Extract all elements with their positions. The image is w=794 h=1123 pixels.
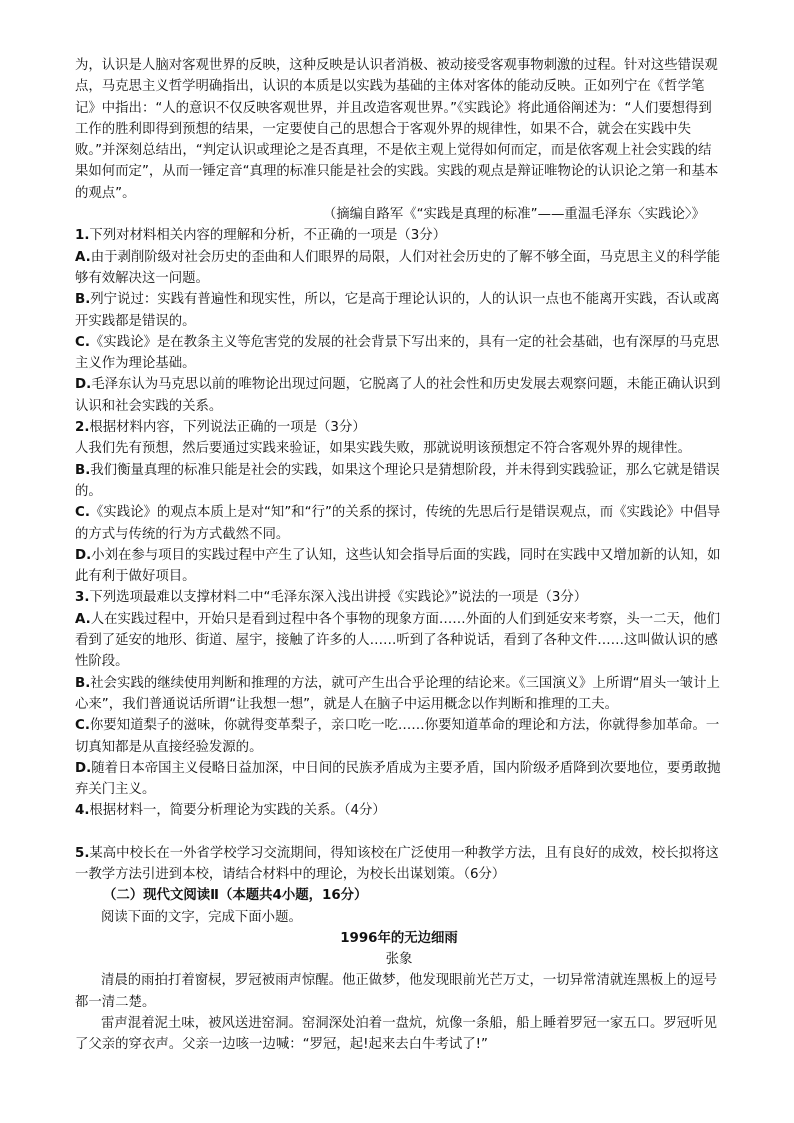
option-c	[75, 332, 723, 375]
option-d	[75, 758, 723, 801]
option-text: 你要知道梨子的滋味，你就得变革梨子，亲口吃一吃……你要知道革命的理论和方法，你就得参加革命。一切真知都是从直接经验发源的。	[75, 718, 720, 755]
option-a	[75, 609, 723, 673]
question-text: 下列对材料相关内容的理解和分析，不正确的一项是（3分）	[89, 228, 447, 244]
story-paragraph: 清晨的雨拍打着窗棂，罗冠被雨声惊醒。他正做梦，他发现眼前光芒万丈，一切异常清就连黑板上的逗号都一清二楚。	[75, 973, 717, 1010]
option-label: A.	[75, 611, 91, 627]
option-label: C.	[75, 718, 90, 734]
question-1	[75, 225, 723, 417]
question-3	[75, 587, 723, 800]
section-instruction: 阅读下面的文字，完成下面小题。	[101, 909, 302, 925]
option-text: 人在实践过程中，开始只是看到过程中各个事物的现象方面……外面的人们到延安来考察，头一二天，他们看到了延安的地形、街道、屋宇，接触了许多的人……听到了各种说话，看到了各种文件……这叫做认识的感性阶段。	[75, 611, 721, 670]
option-text: 社会实践的继续使用判断和推理的方法，就可产生出合乎论理的结论来。《三国演义》上所谓“眉头一皱计上心来”，我们普通说话所谓“让我想一想”，就是人在脑子中运用概念以作判断和推理的工夫。	[75, 675, 720, 712]
material-source: （摘编自路军《“实践是真理的标准”——重温毛泽东〈实践论〉》	[322, 207, 705, 223]
option-c	[75, 715, 723, 758]
option-d	[75, 545, 723, 588]
question-stem	[75, 225, 723, 246]
option-b	[75, 460, 723, 503]
option-label: B.	[75, 292, 91, 308]
exam-page	[75, 55, 723, 1056]
question-text: 某高中校长在一外省学校学习交流期间，得知该校在广泛使用一种教学方法，且有良好的成效，校长拟将这一教学方法引进到本校，请结合材料中的理论，为校长出谋划策。（6分）	[75, 845, 719, 882]
question-text: 下列选项最难以支撑材料二中“毛泽东深入浅出讲授《实践论》”说法的一项是（3分）	[89, 590, 588, 606]
option-text: 随着日本帝国主义侵略日益加深，中日间的民族矛盾成为主要矛盾，国内阶级矛盾降到次要地位，要勇敢抛弃关门主义。	[75, 760, 721, 798]
option-text: 《实践论》是在教条主义等危害党的发展的社会背景下写出来的，具有一定的社会基础，也有深厚的马克思主义作为理论基础。	[75, 334, 720, 372]
option-text: 我们衡量真理的标准只能是社会的实践，如果这个理论只是猜想阶段，并未得到实践验证，那么它就是错误的。	[75, 462, 720, 499]
question-2	[75, 417, 723, 587]
question-number: 1.	[75, 228, 90, 244]
option-a	[75, 247, 723, 290]
question-stem	[75, 587, 723, 608]
option-a	[75, 438, 723, 459]
section-heading: （二）现代文阅读Ⅱ（本题共4小题，16分）	[103, 888, 368, 904]
story-title: 1996年的无边细雨	[340, 930, 458, 946]
option-text: 小刘在参与项目的实践过程中产生了认知，这些认知会指导后面的实践，同时在实践中又增加新的认知，如此有利于做好项目。	[75, 547, 721, 585]
option-b	[75, 673, 723, 716]
question-stem	[75, 417, 723, 438]
option-c	[75, 502, 723, 545]
option-d	[75, 374, 723, 417]
option-label: B.	[75, 675, 91, 691]
question-number: 4.	[75, 803, 90, 819]
option-text: 人我们先有预想，然后要通过实践来验证，如果实践失败，那就说明该预想定不符合客观外界的规律性。	[75, 441, 691, 457]
option-label: C.	[75, 505, 90, 521]
option-text: 毛泽东认为马克思以前的唯物论出现过问题，它脱离了人的社会性和历史发展去观察问题，未能正确认识到认识和社会实践的关系。	[75, 377, 721, 414]
option-label: B.	[75, 462, 91, 478]
option-text: 列宁说过：实践有普遍性和现实性，所以，它是高于理论认识的，人的认识一点也不能离开实践，否认或离开实践都是错误的。	[75, 292, 720, 329]
option-text: 由于剥削阶级对社会历史的歪曲和人们眼界的局限，人们对社会历史的了解不够全面，马克思主义的科学能够有效解决这一问题。	[75, 249, 721, 286]
story-author: 张象	[385, 952, 413, 968]
material-passage-tail: 为，认识是人脑对客观世界的反映，这种反映是认识者消极、被动接受客观事物刺激的过程。针对这些错误观点，马克思主义哲学明确指出，认识的本质是以实践为基础的主体对客体的能动反映。正如列宁在《哲学笔记》中指出：“人的意识不仅反映客观世界，并且改造客观世界。”《实践论》将此通俗阐述为：“人们要想得到工作的胜利即得到预想的结果，一定要使自己的思想合于客观外界的规律性，如果不合，就会在实践中失败。”并深刻总结出，“判定认识或理论之是否真理，不是依主观上觉得如何而定，而是依客观上社会实践的结果如何而定”，从而一锤定音“真理的标准只能是社会的实践。实践的观点是辩证唯物论的认识论之第一和基本的观点”。	[75, 58, 719, 201]
question-number: 2.	[75, 420, 90, 436]
option-label: D.	[75, 377, 92, 393]
question-5	[75, 843, 723, 886]
option-label: A.	[75, 249, 91, 265]
option-label: C.	[75, 334, 90, 350]
question-number: 3.	[75, 590, 90, 606]
question-text: 根据材料内容，下列说法正确的一项是（3分）	[89, 420, 366, 436]
question-4	[75, 800, 723, 821]
story-paragraph: 雷声混着泥土味，被风送进窑洞。窑洞深处泊着一盘炕，炕像一条船，船上睡着罗冠一家五口。罗冠听见了父亲的穿衣声。父亲一边咳一边喊：“罗冠，起!起来去白牛考试了!”	[75, 1016, 717, 1053]
answer-space	[75, 822, 723, 843]
option-b	[75, 289, 723, 332]
question-text: 根据材料一，简要分析理论为实践的关系。（4分）	[89, 803, 386, 819]
option-label: D.	[75, 547, 92, 563]
option-label: D.	[75, 760, 92, 776]
option-text: 《实践论》的观点本质上是对“知”和“行”的关系的探讨，传统的先思后行是错误观点，而《实践论》中倡导的方式与传统的行为方式截然不同。	[75, 505, 721, 542]
question-number: 5.	[75, 845, 90, 861]
